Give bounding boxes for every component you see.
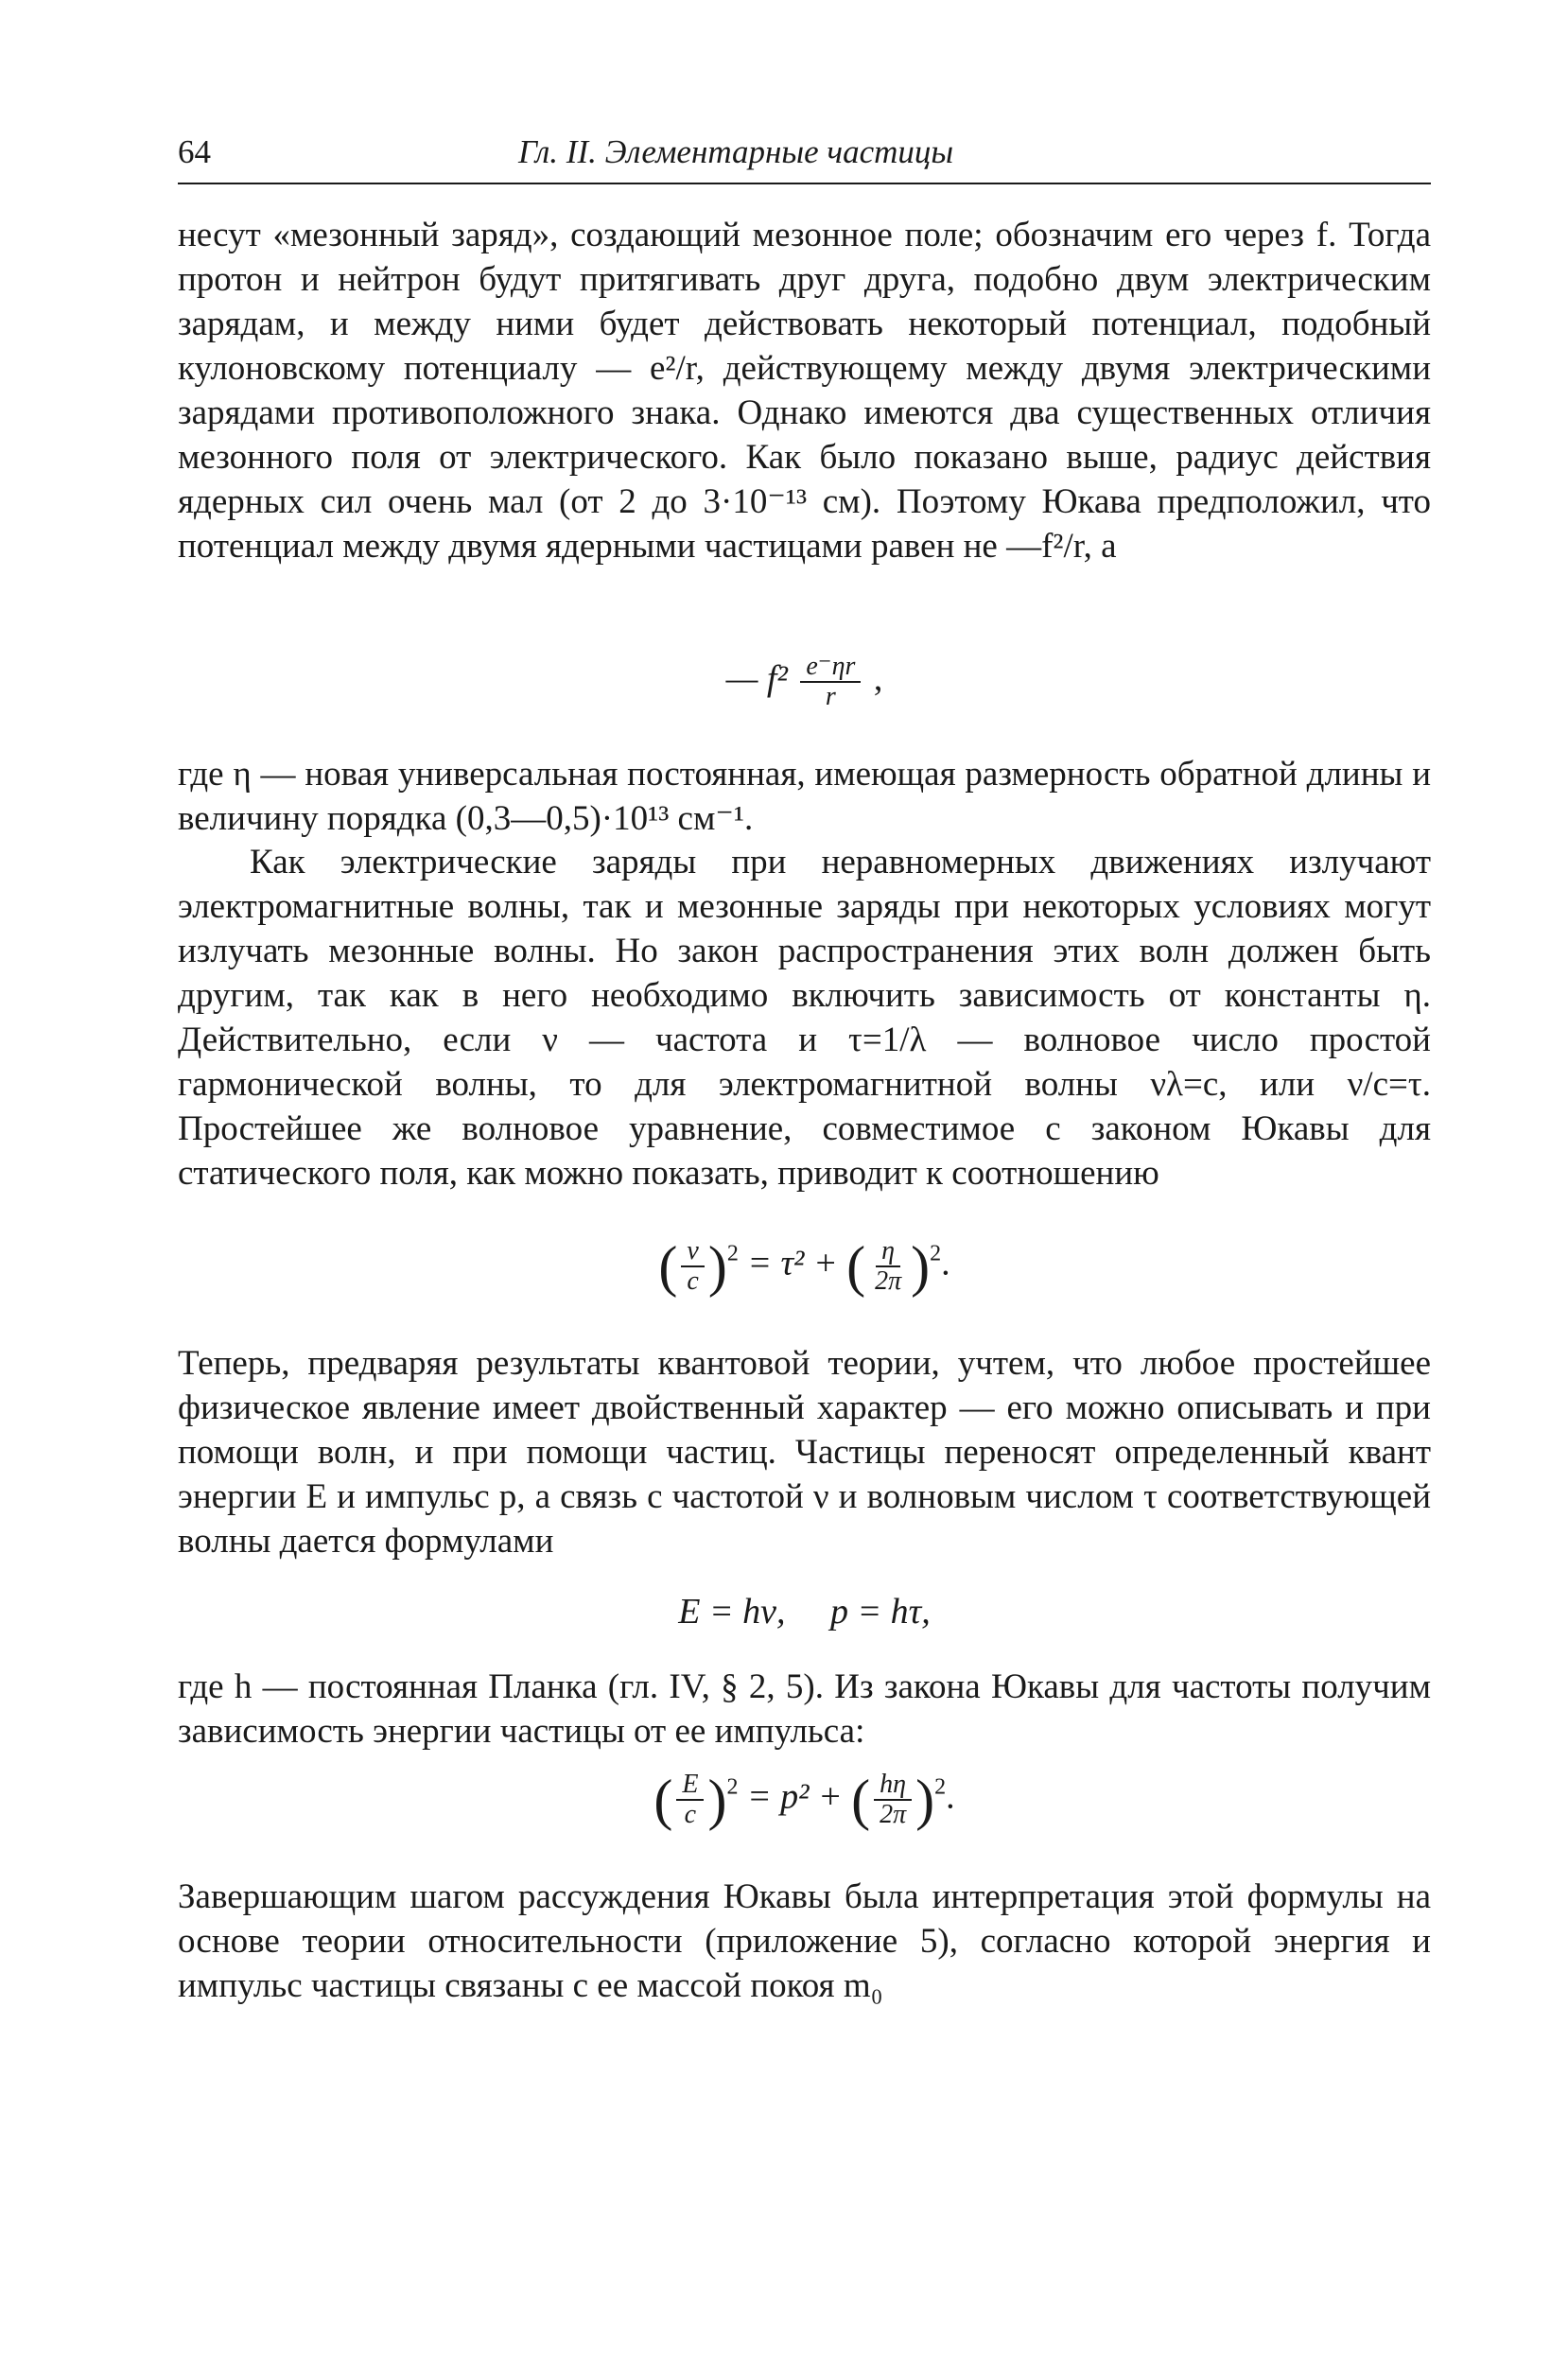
eq2-lhs-denominator: c (687, 1266, 699, 1296)
eq1-prefix: — f² (725, 658, 788, 699)
equation-wave-relation: ( $\frac{\nu}{c}$ )$^2$ = τ² + ( $\frac{\eta}{2\pi}$ )$^2$. (658, 1235, 950, 1298)
eq4-rhs-denominator: 2π (880, 1800, 907, 1829)
running-title: Гл. II. Элементарные частицы (518, 133, 954, 170)
eq1-fraction (800, 653, 861, 711)
equation-energy-momentum (178, 1589, 1431, 1636)
eq2-rhs-numerator: η (876, 1237, 900, 1267)
eq4-rhs-numerator: hη (874, 1771, 912, 1801)
eq2-lhs-exponent: 2 (726, 1241, 739, 1266)
paragraph-2-text: где η — новая универсальная постоянная, имеющая размерность обратной длины и величину порядка (0,3—0,5)·10¹³ см⁻¹. (178, 755, 1431, 838)
paragraph-1-text: несут «мезонный заряд», создающий мезонное поле; обозначим его через f. Тогда протон и нейтрон будут притягивать друг друга, подобно двум электрическим зарядам, и между ними будет действовать некоторый потенциал, подобный кулоновскому потенциалу — e²/r, действующему между двумя электрическими зарядами противоположного знака. Однако имеются два существенных отличия мезонного поля от электрического. Как было показано выше, радиус действия ядерных сил очень мал (от 2 до 3·10⁻¹³ см). Поэтому Юкава предположил, что потенциал между двумя ядерными частицами равен не —f²/r, а (178, 216, 1431, 566)
paragraph-6 (178, 1875, 1431, 2008)
eq4-rhs-exponent: 2 (934, 1774, 947, 1800)
paragraph-4 (178, 1341, 1431, 1563)
eq2-rhs-exponent: 2 (930, 1241, 942, 1266)
paragraph-4-text: Теперь, предваряя результаты квантовой теории, учтем, что любое простейшее физическое явление имеет двойственный характер — его можно описывать и при помощи волн, и при помощи частиц. Частицы переносят определенный квант энергии E и импульс p, а связь с частотой ν и волновым числом τ соответствующей волны дается формулами (178, 1344, 1431, 1561)
eq2-suffix: . (941, 1243, 950, 1283)
eq2-lhs-fraction (681, 1237, 704, 1296)
eq3-text: E = hν, p = hτ, (678, 1592, 931, 1632)
paragraph-3 (178, 840, 1431, 1195)
paragraph-2 (178, 752, 1431, 841)
paragraph-6-text: Завершающим шагом рассуждения Юкавы была интерпретация этой формулы на основе теории относительности (приложение 5), согласно которой энергия и импульс частицы связаны с ее массой покоя m₀ (178, 1877, 1431, 2005)
eq4-suffix: . (946, 1776, 955, 1817)
eq2-rhs-denominator: 2π (875, 1266, 902, 1296)
paragraph-5-text: где h — постоянная Планка (гл. IV, § 2, 5). Из закона Юкавы для частоты получим зависимость энергии частицы от ее импульса: (178, 1667, 1431, 1751)
eq1-denominator: r (825, 682, 836, 711)
paragraph-3-text: Как электрические заряды при неравномерных движениях излучают электромагнитные волны, так и мезонные заряды при некоторых условиях могут излучать мезонные волны. Но закон распространения этих волн должен быть другим, так как в него необходимо включить зависимость от константы η. Действительно, если ν — частота и τ=1/λ — волновое число простой гармонической волны, то для электромагнитной волны νλ=c, или ν/c=τ. Простейшее же волновое уравнение, совместимое с законом Юкавы для статического поля, как можно показать, приводит к соотношению (178, 843, 1431, 1193)
eq2-lhs-numerator: ν (681, 1237, 704, 1267)
eq4-rhs-fraction (874, 1771, 912, 1829)
paragraph-1 (178, 213, 1431, 568)
eq1-suffix: , (873, 658, 883, 699)
eq2-rhs-fraction (869, 1237, 907, 1296)
equation-yukawa-potential (178, 653, 1431, 728)
eq4-lhs-fraction (676, 1771, 704, 1829)
equation-dispersion: ( $\frac{E}{c}$ )$^2$ = p² + ( $\frac{h\eta}{2\pi}$ )$^2$. (653, 1769, 955, 1831)
page-number: 64 (178, 133, 211, 170)
eq2-middle: = τ² + (747, 1243, 838, 1283)
eq4-lhs-denominator: c (684, 1800, 697, 1829)
eq4-lhs-numerator: E (676, 1771, 704, 1801)
eq1-numerator: e⁻ηr (800, 653, 861, 683)
page-header (178, 128, 1431, 184)
paragraph-5 (178, 1665, 1431, 1754)
eq4-middle: = p² + (746, 1776, 843, 1817)
eq4-lhs-exponent: 2 (726, 1774, 739, 1800)
